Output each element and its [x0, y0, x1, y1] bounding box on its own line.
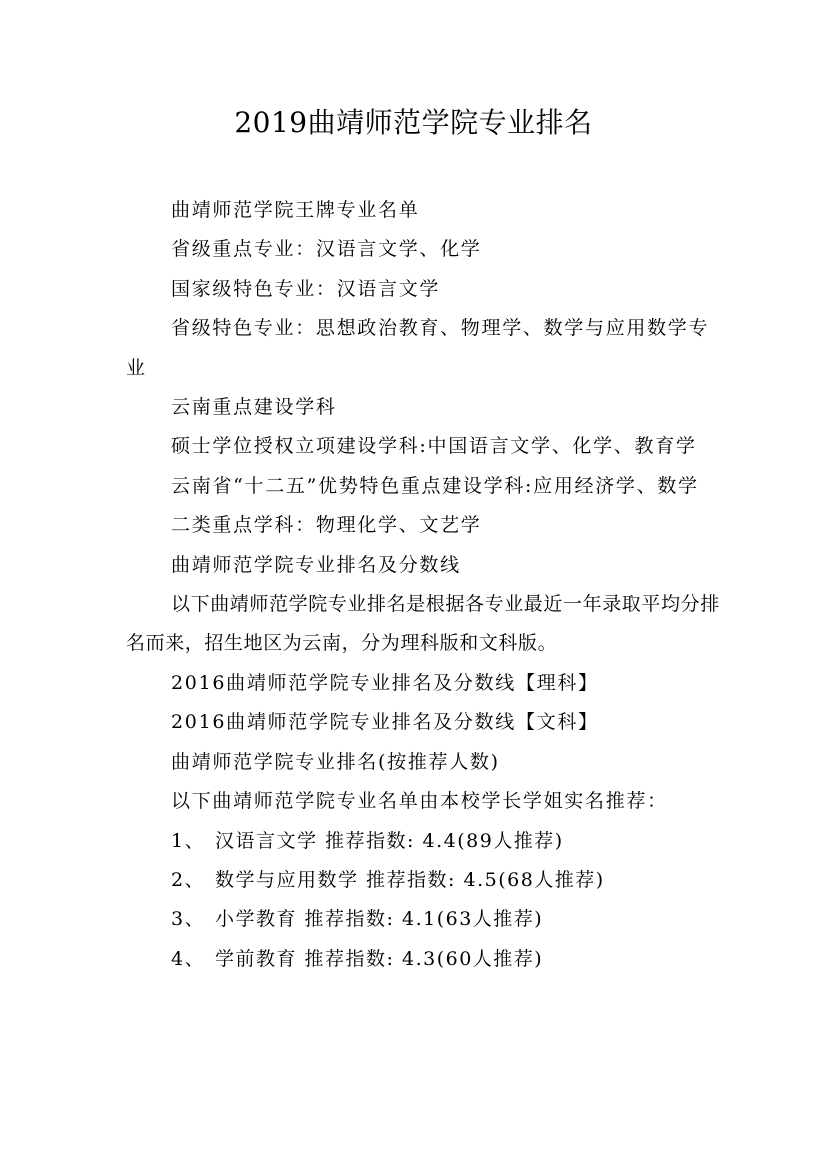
list-text: 汉语言文学 推荐指数: 4.4(89人推荐) — [215, 829, 564, 852]
paragraph: 以下曲靖师范学院专业名单由本校学长学姐实名推荐： — [171, 790, 668, 813]
list-number: 4、 — [171, 947, 206, 970]
ranking-list — [126, 822, 726, 980]
paragraph: 硕士学位授权立项建设学科:中国语言文学、化学、教育学 — [171, 435, 697, 458]
paragraph: 省级重点专业：汉语言文学、化学 — [171, 238, 482, 261]
list-number: 3、 — [171, 908, 206, 931]
paragraph: 曲靖师范学院王牌专业名单 — [171, 199, 420, 221]
list-number: 2、 — [171, 868, 206, 891]
paragraph: 以下曲靖师范学院专业排名是根据各专业最近一年录取平均分排名而来，招生地区为云南，分为理科版和文科版。 — [126, 593, 720, 655]
paragraph: 二类重点学科：物理化学、文艺学 — [171, 514, 482, 537]
document-title: 2019曲靖师范学院专业排名 — [234, 106, 593, 139]
paragraph: 云南省“十二五”优势特色重点建设学科:应用经济学、数学 — [171, 474, 699, 497]
paragraph: 2016曲靖师范学院专业排名及分数线【理科】 — [171, 671, 599, 694]
paragraph: 曲靖师范学院专业排名(按推荐人数) — [171, 750, 500, 773]
paragraph: 云南重点建设学科 — [171, 396, 337, 419]
paragraph: 国家级特色专业：汉语言文学 — [171, 277, 441, 300]
list-text: 数学与应用数学 推荐指数: 4.5(68人推荐) — [215, 868, 605, 891]
document-body — [126, 191, 726, 979]
list-item — [126, 861, 726, 900]
list-item — [126, 940, 726, 979]
list-text: 小学教育 推荐指数: 4.1(63人推荐) — [215, 908, 544, 931]
list-item — [126, 822, 726, 861]
paragraph: 曲靖师范学院专业排名及分数线 — [171, 553, 461, 576]
list-number: 1、 — [171, 829, 206, 852]
paragraph: 2016曲靖师范学院专业排名及分数线【文科】 — [171, 711, 599, 734]
list-item — [126, 900, 726, 939]
list-text: 学前教育 推荐指数: 4.3(60人推荐) — [215, 947, 544, 970]
paragraph: 省级特色专业：思想政治教育、物理学、数学与应用数学专业 — [126, 317, 710, 379]
